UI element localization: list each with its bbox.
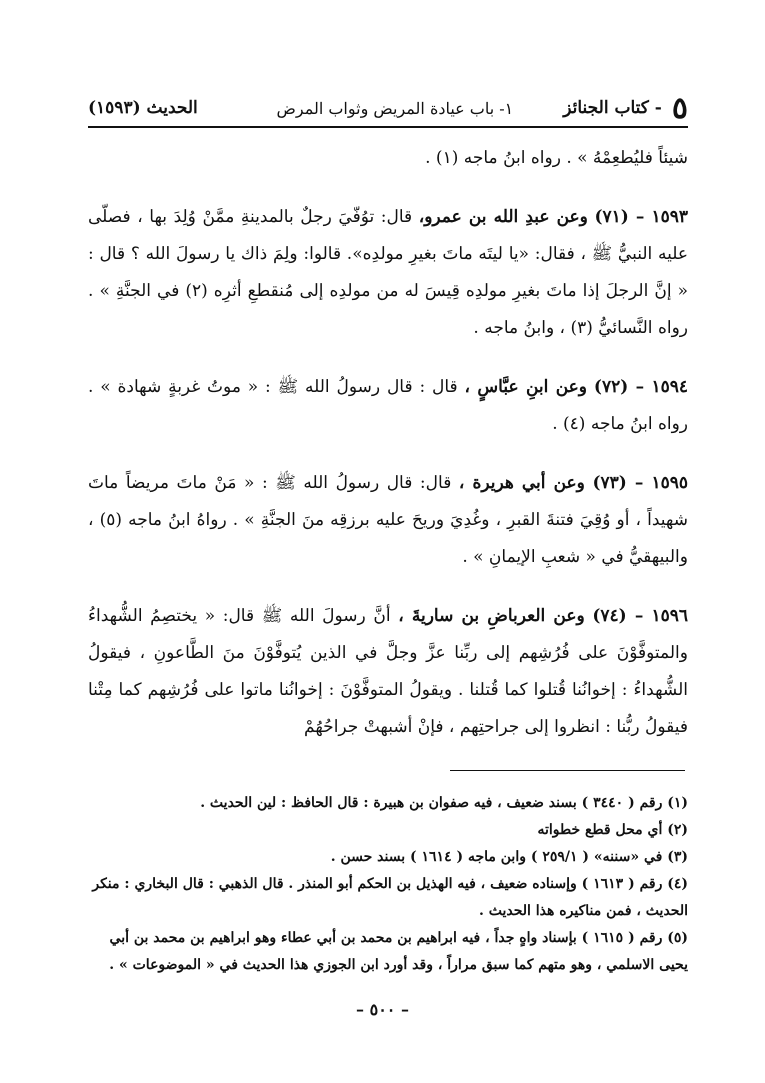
running-header [88, 90, 688, 128]
chapter-number: ٥ [671, 90, 688, 126]
paragraph-continuation [88, 140, 688, 177]
hadith-text: قال : قال رسولُ الله ﷺ : « موتُ غربةٍ شهادة » . رواه ابنُ ماجه (٤) . [88, 377, 688, 434]
hadith-narrator: وعن عبدِ الله بن عمرو، [418, 207, 588, 227]
footnote-5: (٥) رقم ( ١٦١٥ ) بإسناد واهٍ جداً ، فيه ابراهيم بن محمد بن أبي عطاء وهو ابراهيم بن محمد بن أبي يحيى الاسلمي ، وهو متهم كما سبق مراراً ، وقد أورد ابن الجوزي هذا الحديث في « الموضوعات » . [109, 930, 688, 973]
main-text [88, 140, 688, 768]
chapter-title: - كتاب الجنائز [563, 98, 662, 118]
hadith-1594 [88, 369, 688, 443]
hadith-narrator: وعن أبي هريرة ، [458, 473, 585, 493]
hadith-narrator: وعن ابنِ عبَّاسٍ ، [464, 377, 588, 397]
hadith-text: قال: توُفّيَ رجلٌ بالمدينةِ ممَّنْ وُلِدَ بها ، فصلّى عليه النبيُّ ﷺ ، فقال: «يا ليتَه ماتَ بغيرِ مولدِه». قالوا: ولِمَ ذاك يا رسولَ الله ؟ قال : « إنَّ الرجلَ إذا ماتَ بغيرِ مولدِه قِيسَ له من مولدِه إلى مُنقطعِ أثرِه (٢) في الجنَّةِ » . رواه النَّسائيُّ (٣) ، وابنُ ماجه . [88, 207, 688, 338]
hadith-1593 [88, 199, 688, 347]
hadith-number: ١٥٩٦ – (٧٤) [592, 606, 689, 626]
footnote-3: (٣) في «سننه» ( ٢٥٩/١ ) وابن ماجه ( ١٦١٤ ) بسند حسن . [330, 849, 688, 865]
hadith-range: الحديث (١٥٩٣) [88, 98, 198, 118]
hadith-text: أنَّ رسولَ الله ﷺ قال: « يختصِمُ الشُّهداءُ والمتوفَّوْنَ على فُرُشِهم إلى ربِّنا عزَّ وجلَّ في الذين يُتوفَّوْنَ منَ الطَّاعونِ ، فيقولُ الشُّهداءُ : إخوانُنا قُتلوا كما قُتلنا . ويقولُ المتوفَّوْنَ : إخوانُنا ماتوا على فُرُشِهم كما مِتْنا فيقولُ ربُّنا : انظروا إلى جراحتِهم ، فإنْ أشبهتْ جراحُهُمْ [88, 606, 688, 737]
footnote-divider [450, 770, 685, 771]
footnotes [88, 790, 688, 979]
header-right [277, 91, 688, 126]
hadith-number: ١٥٩٥ – (٧٣) [592, 473, 688, 493]
hadith-number: ١٥٩٤ – (٧٢) [593, 377, 689, 397]
hadith-1595 [88, 465, 688, 576]
hadith-number: ١٥٩٣ – (٧١) [594, 207, 688, 227]
hadith-narrator: وعن العرباضِ بن ساريةَ ، [398, 606, 585, 626]
footnote-1: (١) رقم ( ٣٤٤٠ ) بسند ضعيف ، فيه صفوان بن هبيرة : قال الحافظ : لين الحديث . [200, 795, 688, 811]
footnote-4: (٤) رقم ( ١٦١٣ ) وإسناده ضعيف ، فيه الهذيل بن الحكم أبو المنذر . قال الذهبي : قال البخاري : منكر الحديث ، فمن مناكيره هذا الحديث . [92, 876, 688, 919]
footnote-2: (٢) أي محل قطع خطواته [537, 822, 688, 838]
hadith-text: قال: قال رسولُ الله ﷺ : « مَنْ ماتَ مريضاً ماتَ شهيداً ، أو وُقِيَ فتنةَ القبرِ ، وغُدِيَ وريحَ عليه برزقِه منَ الجنَّةِ » . رواهُ ابنُ ماجه (٥) ، والبيهقيُّ في « شعبِ الإيمانِ » . [88, 473, 688, 567]
page-number: – ٥٠٠ – [356, 1000, 409, 1019]
section-title: ١- باب عيادة المريض وثواب المرض [276, 98, 514, 118]
hadith-1596 [88, 598, 688, 746]
paragraph-text: شيئاً فليُطعِمْهُ » . رواه ابنُ ماجه (١) . [425, 148, 688, 168]
